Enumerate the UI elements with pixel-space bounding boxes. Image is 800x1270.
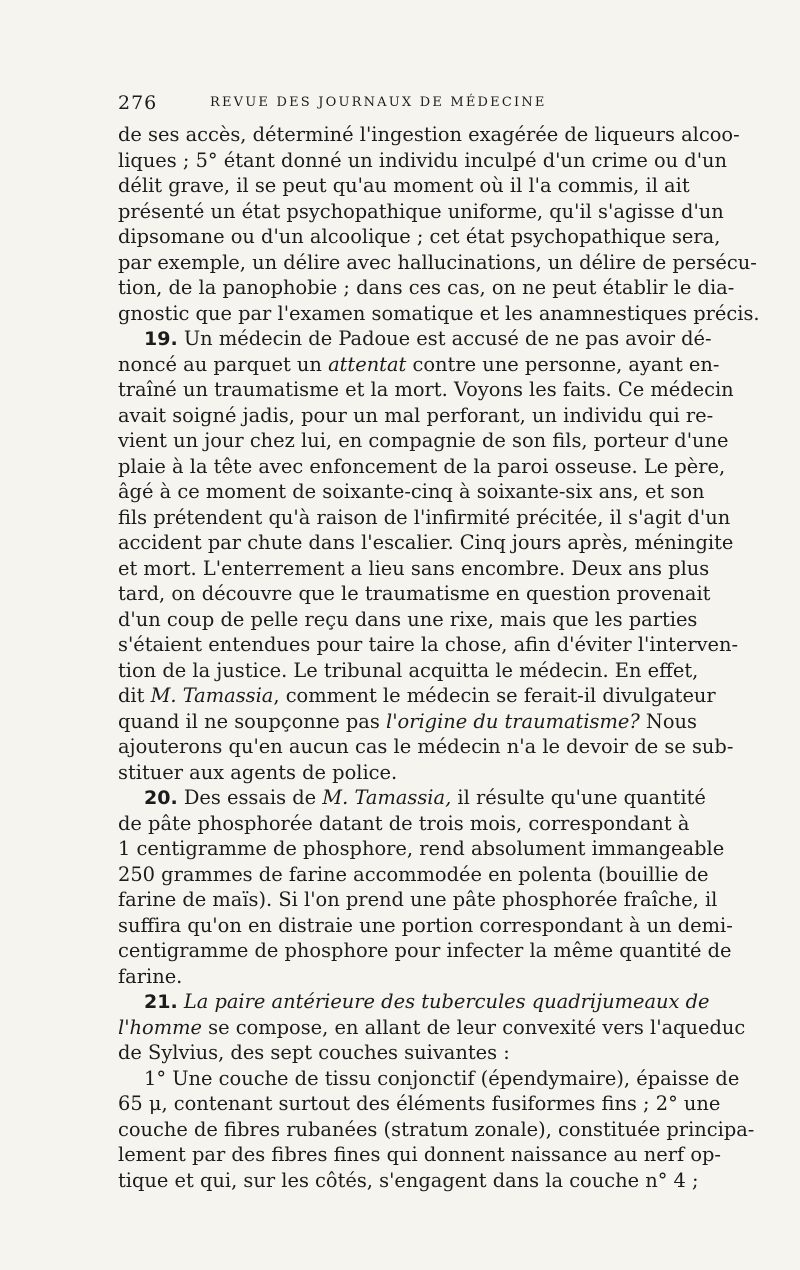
text-segment: présenté un état psychopathique uniforme, qu'il s'agisse d'un (118, 199, 724, 223)
text-line (118, 785, 706, 811)
text-line (118, 352, 720, 378)
text-line (118, 862, 709, 888)
text-segment: Des essais de (177, 786, 323, 809)
text-segment: quand il ne soupçonne pas (118, 709, 386, 733)
text-segment: de pâte phosphorée datant de trois mois, correspondant à (118, 811, 690, 835)
running-head: REVUE DES JOURNAUX DE MÉDECINE (210, 95, 547, 110)
text-segment: centigramme de phosphore pour infecter la même quantité de (118, 939, 732, 962)
text-line (118, 709, 697, 735)
text-segment: suffira qu'on en distraie une portion correspondant à un demi- (118, 913, 733, 937)
text-line (118, 326, 712, 352)
text-line (118, 683, 716, 709)
text-line (118, 403, 714, 429)
text-line (118, 148, 728, 174)
text-line (118, 607, 698, 633)
text-segment: contre une personne, ayant en- (406, 352, 720, 376)
text-line (118, 1066, 740, 1092)
text-segment: traîné un traumatisme et la mort. Voyons les faits. Ce médecin (118, 378, 734, 401)
text-line (118, 454, 726, 480)
text-segment: Un médecin de Padoue est accusé de ne pas avoir dé- (177, 327, 712, 350)
text-line (118, 173, 690, 199)
page-header (118, 92, 680, 114)
text-segment: plaie à la tête avec enfoncement de la paroi osseuse. Le père, (118, 454, 726, 478)
text-line (118, 1142, 721, 1168)
text-line (118, 250, 757, 276)
text-segment: tard, on découvre que le traumatisme en question provenait (118, 582, 711, 605)
text-segment: il résulte qu'une quantité (451, 786, 706, 809)
section-number: 20. (144, 787, 178, 809)
text-segment: Nous (639, 709, 697, 733)
text-line (118, 1091, 721, 1117)
text-segment: farine. (118, 964, 183, 988)
text-segment: s'étaient entendues pour taire la chose, afin d'éviter l'interven- (118, 633, 739, 656)
text-segment: par exemple, un délire avec hallucinations, un délire de persécu- (118, 250, 757, 274)
text-line (118, 479, 705, 505)
section-number: 21. (144, 991, 178, 1013)
text-line (118, 887, 718, 913)
text-line (118, 301, 760, 327)
text-line (118, 377, 734, 403)
text-segment: dit (118, 684, 151, 707)
text-line (118, 989, 710, 1015)
text-segment: 1 centigramme de phosphore, rend absolument immangeable (118, 837, 725, 860)
text-line (118, 1168, 699, 1194)
text-segment: lement par des fibres fines qui donnent naissance au nerf op- (118, 1143, 721, 1166)
text-segment: de ses accès, déterminé l'ingestion exagérée de liqueurs alcoo- (118, 123, 740, 146)
text-segment: tion de la justice. Le tribunal acquitta le médecin. En effet, (118, 658, 699, 682)
text-segment: farine de maïs). Si l'on prend une pâte phosphorée fraîche, il (118, 888, 718, 911)
italic-text: M. Tamassia (150, 684, 274, 707)
text-line (118, 505, 731, 531)
italic-text: M. Tamassia, (322, 786, 452, 809)
italic-text: La paire antérieure des tubercules quadrijumeaux de (183, 990, 710, 1013)
text-line (118, 1040, 680, 1066)
section-number: 19. (144, 328, 178, 350)
text-line (118, 1015, 746, 1041)
text-segment: noncé au parquet un (118, 352, 329, 376)
text-segment: 250 grammes de farine accommodée en polenta (bouillie de (118, 862, 709, 886)
text-line (118, 734, 734, 760)
text-line (118, 811, 690, 837)
text-segment: liques ; 5° étant donné un individu inculpé d'un crime ou d'un (118, 148, 728, 172)
text-line (118, 938, 732, 964)
text-line (118, 581, 711, 607)
text-line (118, 964, 680, 990)
page-number: 276 (118, 92, 158, 114)
text-segment: âgé à ce moment de soixante-cinq à soixante-six ans, et son (118, 480, 705, 503)
text-line (118, 1117, 755, 1143)
text-line (118, 224, 721, 250)
text-line (118, 836, 725, 862)
text-line (118, 530, 734, 556)
text-line (118, 632, 739, 658)
text-line (118, 658, 699, 684)
italic-text: l'homme (118, 1015, 202, 1039)
text-segment: ajouterons qu'en aucun cas le médecin n'a le devoir de se sub- (118, 735, 734, 758)
text-segment: d'un coup de pelle reçu dans une rixe, mais que les parties (118, 607, 698, 631)
text-segment: dipsomane ou d'un alcoolique ; cet état psychopathique sera, (118, 225, 721, 248)
text-segment: se compose, en allant de leur convexité vers l'aqueduc (201, 1015, 746, 1039)
text-segment: vient un jour chez lui, en compagnie de son fils, porteur d'une (118, 429, 729, 452)
italic-text: attentat (328, 352, 407, 376)
text-segment: 1° Une couche de tissu conjonctif (épendymaire), épaisse de (144, 1066, 740, 1090)
text-segment: 65 μ, contenant surtout des éléments fusiformes fins ; 2° une (118, 1092, 721, 1115)
text-segment: tion, de la panophobie ; dans ces cas, on ne peut établir le dia- (118, 276, 735, 299)
text-segment: tique et qui, sur les côtés, s'engagent dans la couche n° 4 ; (118, 1168, 699, 1192)
text-segment: gnostic que par l'examen somatique et les anamnestiques précis. (118, 301, 760, 325)
text-line (118, 428, 729, 454)
text-segment: et mort. L'enterrement a lieu sans encombre. Deux ans plus (118, 556, 710, 580)
text-segment: , comment le médecin se ferait-il divulgateur (273, 684, 716, 707)
text-segment: délit grave, il se peut qu'au moment où il l'a commis, il ait (118, 174, 690, 197)
body-text (118, 122, 760, 1193)
text-line (118, 199, 724, 225)
text-segment: stituer aux agents de police. (118, 760, 398, 784)
text-line (118, 913, 733, 939)
italic-text: l'origine du traumatisme? (386, 709, 640, 733)
text-segment: fils prétendent qu'à raison de l'infirmité précitée, il s'agit d'un (118, 505, 731, 529)
text-line (118, 275, 735, 301)
text-segment: de Sylvius, des sept couches suivantes : (118, 1041, 510, 1064)
text-segment: accident par chute dans l'escalier. Cinq jours après, méningite (118, 531, 734, 554)
text-line (118, 556, 710, 582)
text-segment: avait soigné jadis, pour un mal perforant, un individu qui re- (118, 403, 714, 427)
text-line (118, 122, 740, 148)
text-line (118, 760, 680, 786)
text-segment: couche de fibres rubanées (stratum zonale), constituée principa- (118, 1117, 755, 1141)
